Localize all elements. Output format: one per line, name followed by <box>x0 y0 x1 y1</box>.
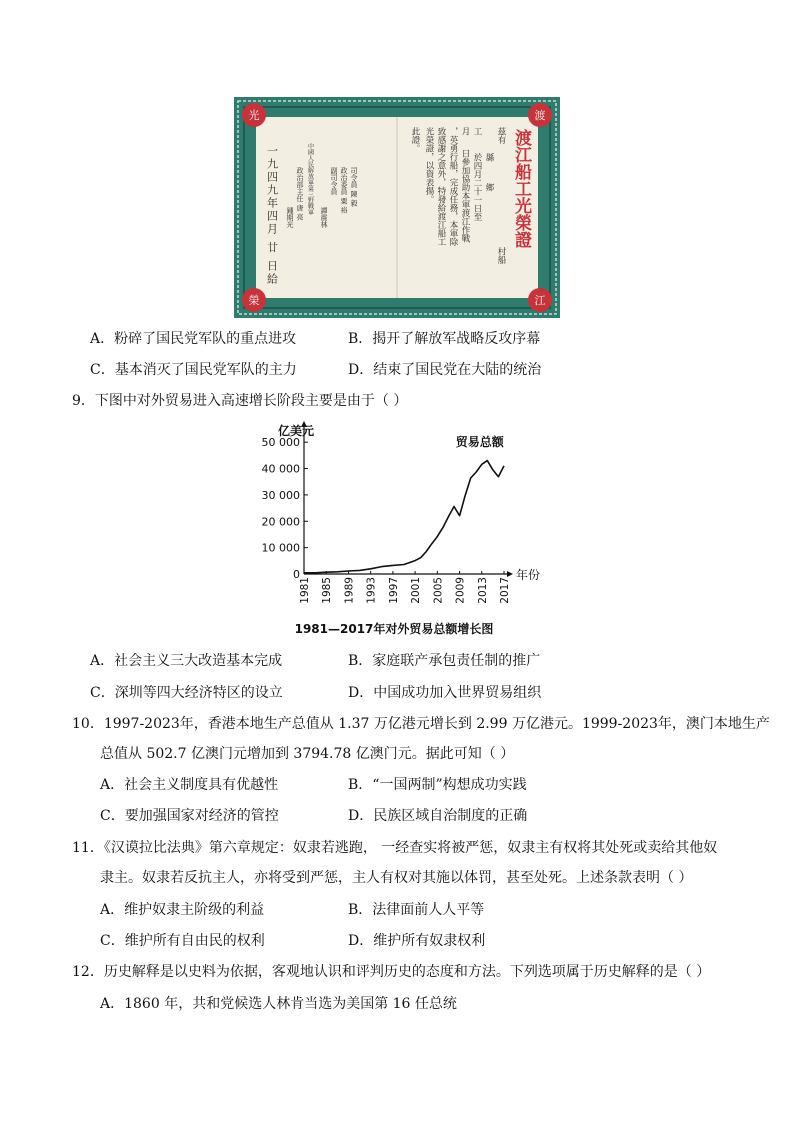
q11-option-b: B．法律面前人人平等 <box>348 902 485 918</box>
svg-text:村船: 村船 <box>496 247 506 264</box>
q10-stem-line1: 10．1997-2023年，香港本地生产总值从 1.37 万亿港元增长到 2.99 万亿港元。1999-2023年，澳门本地生产 <box>72 716 770 732</box>
svg-text:副司令員: 副司令員 <box>330 167 338 195</box>
svg-text:榮: 榮 <box>248 294 260 307</box>
x-axis-label: 年份 <box>516 568 541 582</box>
svg-text:江: 江 <box>534 294 546 307</box>
q9-option-c: C．深圳等四大经济特区的设立 <box>90 685 283 701</box>
svg-text:鄉: 鄉 <box>484 183 494 192</box>
svg-text:鍾期光: 鍾期光 <box>286 207 294 228</box>
svg-text:工: 工 <box>472 127 482 136</box>
svg-text:司令員 陳 毅: 司令員 陳 毅 <box>350 167 358 207</box>
chart-title: 1981—2017年对外贸易总额增长图 <box>294 622 494 636</box>
certificate-date: 一九四九年四月 廿 日給 <box>265 145 279 286</box>
y-tick-label: 30 000 <box>261 488 300 502</box>
x-tick-label: 1981 <box>299 577 311 604</box>
svg-text:光: 光 <box>248 109 260 122</box>
y-tick-label: 50 000 <box>261 436 300 450</box>
svg-text:月: 月 <box>460 127 470 136</box>
x-tick-label: 2013 <box>476 577 489 604</box>
y-tick-label: 0 <box>293 568 300 581</box>
svg-text:中國人民解放軍第三野戰軍: 中國人民解放軍第三野戰軍 <box>306 143 314 215</box>
y-axis-label: 亿美元 <box>278 424 315 438</box>
svg-text:渡: 渡 <box>534 109 546 122</box>
x-tick-label: 2017 <box>499 577 511 604</box>
q9-option-d: D．中国成功加入世界贸易组织 <box>348 685 542 701</box>
svg-text:譚震林: 譚震林 <box>320 207 328 228</box>
q10-stem-line2: 总值从 502.7 亿澳门元增加到 3794.78 亿澳门元。据此可知（ ） <box>100 746 515 762</box>
svg-text:政治部主任 唐 亮: 政治部主任 唐 亮 <box>296 167 304 221</box>
q10-option-c: C．要加强国家对经济的管控 <box>100 808 279 824</box>
svg-text:於四月二十一日至: 於四月二十一日至 <box>472 153 482 221</box>
x-tick-label: 1993 <box>365 577 378 604</box>
q8-option-d: D．结束了国民党在大陆的统治 <box>348 362 542 378</box>
q9-option-b: B．家庭联产承包责任制的推广 <box>348 653 541 669</box>
svg-text:縣: 縣 <box>484 153 494 162</box>
svg-text:政治委員 粟 裕: 政治委員 粟 裕 <box>340 167 348 214</box>
trade-total-line <box>304 461 504 573</box>
y-tick-label: 40 000 <box>261 462 300 476</box>
x-axis-arrow <box>507 571 513 577</box>
y-tick-label: 10 000 <box>261 541 300 555</box>
svg-text:茲有: 茲有 <box>496 127 506 144</box>
q8-option-a: A．粉碎了国民党军队的重点进攻 <box>90 331 297 347</box>
y-tick-label: 20 000 <box>261 515 300 529</box>
q10-option-a: A．社会主义制度具有优越性 <box>100 777 279 793</box>
q11-option-a: A．维护奴隶主阶级的利益 <box>100 902 265 918</box>
q8-option-b: B．揭开了解放军战略反攻序幕 <box>348 331 541 347</box>
x-tick-label: 2009 <box>454 577 467 604</box>
q11-stem-line2: 隶主。奴隶若反抗主人，亦将受到严惩，主人有权对其施以体罚，甚至处死。上述条款表明（ ） <box>100 870 693 886</box>
trade-chart <box>252 420 541 645</box>
x-tick-label: 1989 <box>343 577 356 604</box>
q9-stem: 9．下图中对外贸易进入高速增长阶段主要是由于（ ） <box>72 393 408 409</box>
x-tick-label: 1997 <box>387 577 400 604</box>
x-tick-label: 1985 <box>321 577 334 604</box>
x-tick-label: 2005 <box>432 577 445 604</box>
q11-stem-line1: 11．《汉谟拉比法典》第六章规定：奴隶若逃跑， 一经查实将被严惩，奴隶主有权将其处死或卖给其他奴 <box>72 840 718 856</box>
svg-text:致感謝之意外，特發給渡江船工: 致感謝之意外，特發給渡江船工 <box>436 127 446 246</box>
q10-option-d: D．民族区域自治制度的正确 <box>348 808 528 824</box>
svg-text:日參加協助本軍渡江作戰: 日參加協助本軍渡江作戰 <box>460 149 470 243</box>
q11-option-d: D．维护所有奴隶权利 <box>348 933 486 949</box>
q12-option-a: A．1860 年，共和党候选人林肯当选为美国第 16 任总统 <box>100 996 457 1012</box>
certificate-title: 渡江船工光榮證 <box>511 129 531 248</box>
q12-stem: 12．历史解释是以史料为依据，客观地认识和评判历史的态度和方法。下列选项属于历史解释的是（ ） <box>72 964 711 980</box>
q9-option-a: A．社会主义三大改造基本完成 <box>90 653 283 669</box>
series-label: 贸易总额 <box>455 435 504 450</box>
q10-option-b: B．“一国两制”构想成功实践 <box>348 777 527 793</box>
certificate-image <box>234 97 560 318</box>
q11-option-c: C．维护所有自由民的权利 <box>100 933 265 949</box>
x-tick-label: 2001 <box>410 577 423 604</box>
svg-text:光榮證，以資表揚。: 光榮證，以資表揚。 <box>424 127 434 204</box>
q8-option-c: C．基本消灭了国民党军队的主力 <box>90 362 297 378</box>
svg-text:，英勇行船，完成任務，本軍除: ，英勇行船，完成任務，本軍除 <box>448 127 458 246</box>
svg-text:此證。: 此證。 <box>410 127 420 153</box>
